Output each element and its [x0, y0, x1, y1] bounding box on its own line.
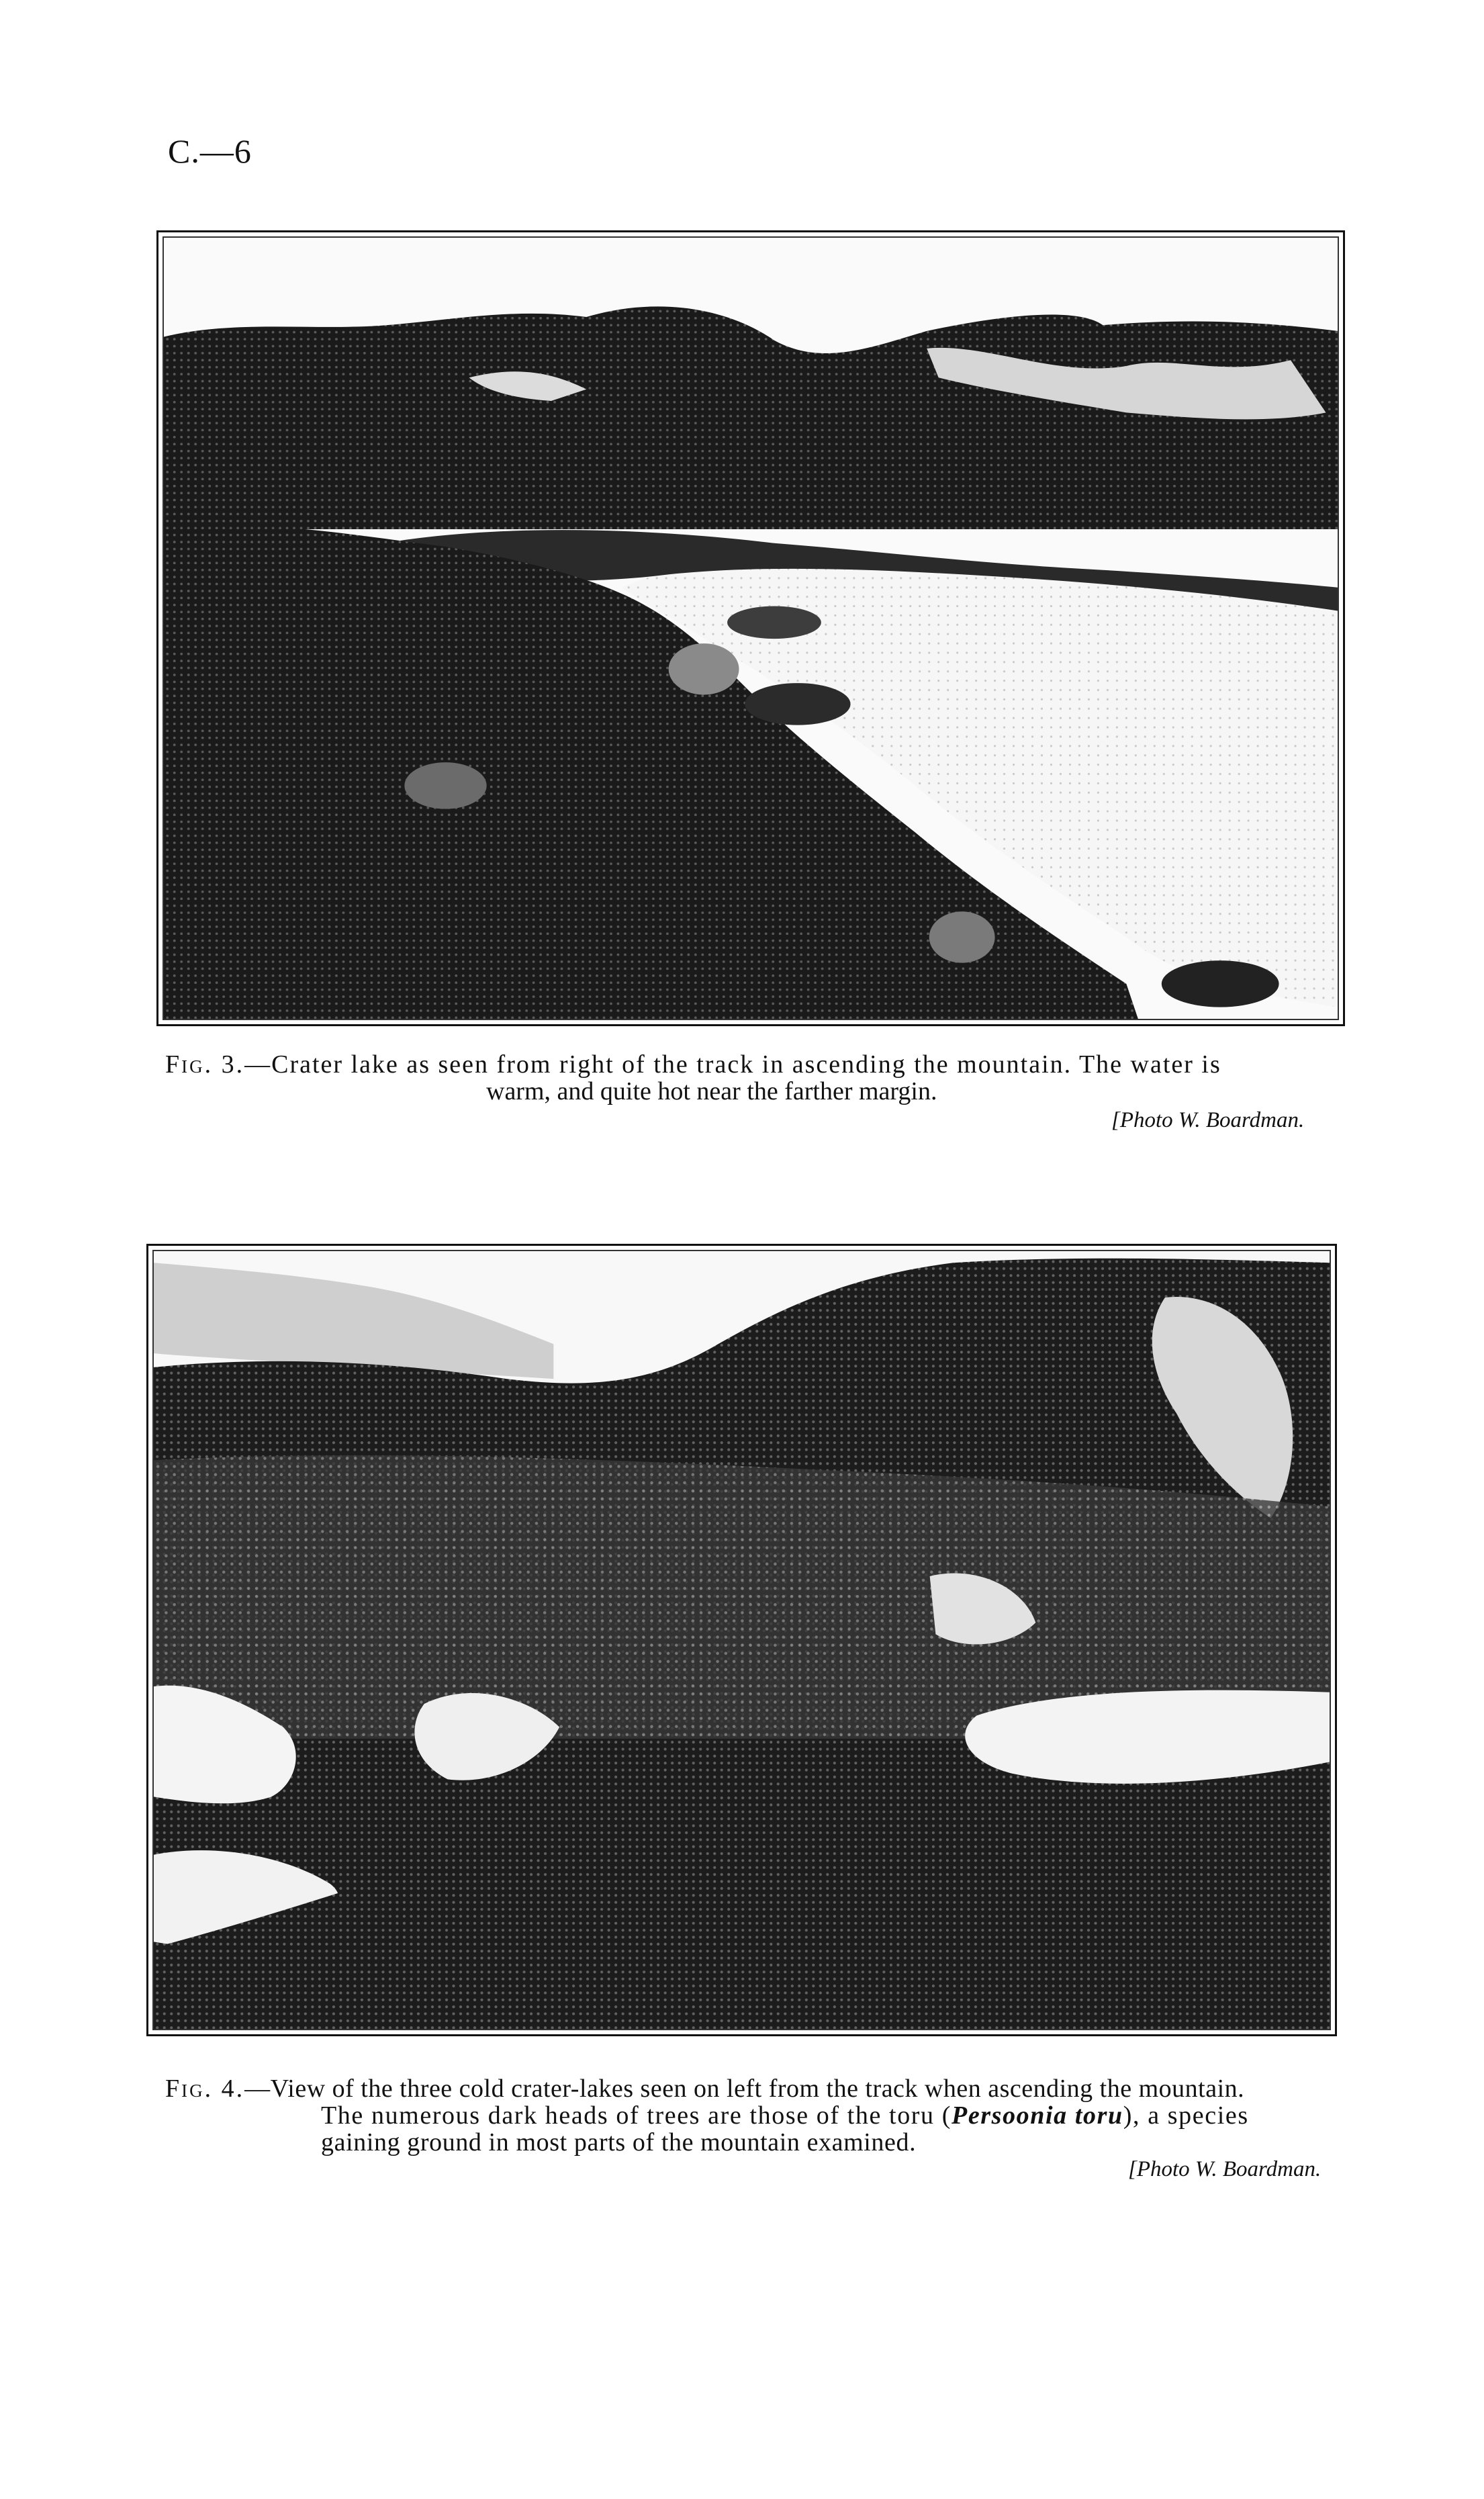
species-name: Persoonia toru: [952, 2101, 1123, 2130]
cold-crater-lakes-photo: [152, 1250, 1331, 2030]
figure-4-caption: [165, 2075, 1327, 2156]
crater-lake-photo: [163, 236, 1339, 1020]
figure-4-caption-line-1: Fig. 4.—View of the three cold crater-lakes seen on left from the track when ascending the mountain.: [165, 2075, 1245, 2103]
figure-3-caption-line-2: warm, and quite hot near the farther margin.: [486, 1077, 937, 1105]
figure-3-credit: [Photo W. Boardman.: [1111, 1108, 1305, 1132]
figure-4-caption-line-3: gaining ground in most parts of the mountain examined.: [321, 2128, 917, 2156]
figure-4-credit: [Photo W. Boardman.: [1128, 2157, 1321, 2181]
figure-3-label: Fig. 3.: [165, 1050, 245, 1079]
figure-3-caption-line-1: Fig. 3.—Crater lake as seen from right of the track in ascending the mountain. The water is: [165, 1050, 1221, 1079]
figure-3-photograph: [156, 230, 1345, 1026]
figure-3-caption: [165, 1051, 1320, 1105]
figure-4-photograph: [146, 1244, 1337, 2036]
figure-4-label: Fig. 4.: [165, 2075, 245, 2103]
figure-4-caption-line-2: The numerous dark heads of trees are those of the toru (Persoonia toru), a species: [321, 2101, 1249, 2130]
page-number: C.—6: [168, 132, 252, 170]
